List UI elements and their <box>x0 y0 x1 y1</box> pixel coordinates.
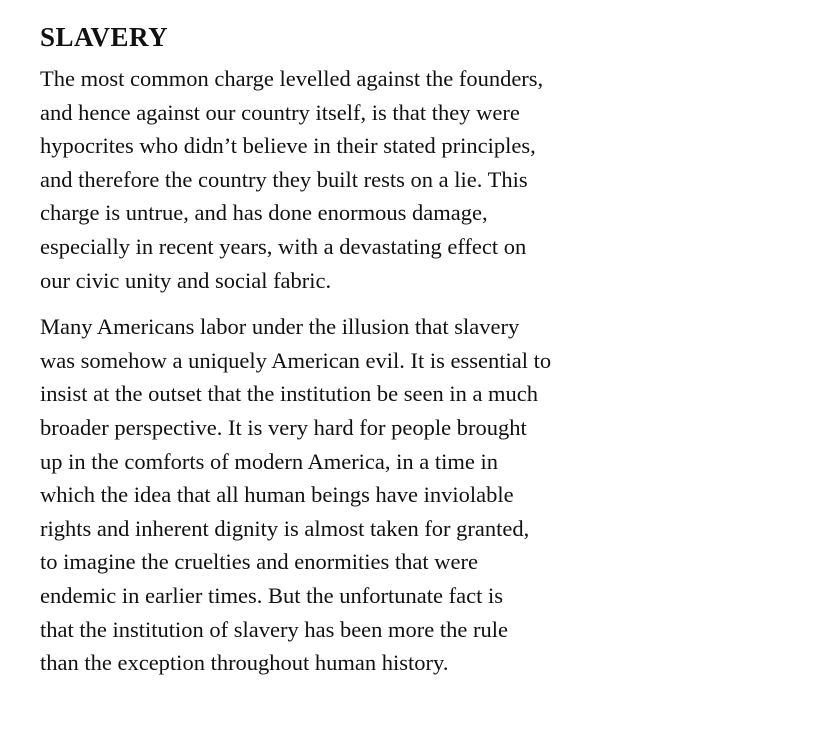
text-line: Many Americans labor under the illusion that slavery <box>40 314 520 340</box>
text-line: than the exception throughout human history. <box>40 650 449 676</box>
text-line: which the idea that all human beings have inviolable <box>40 482 514 508</box>
text-line: rights and inherent dignity is almost taken for granted, <box>40 515 530 541</box>
text-line: up in the comforts of modern America, in a time in <box>40 448 499 474</box>
paragraph-slavery-perspective <box>40 310 660 680</box>
section-heading: SLAVERY <box>40 22 169 52</box>
text-line: broader perspective. It is very hard for people brought <box>40 414 527 440</box>
text-line: to imagine the cruelties and enormities that were <box>40 549 478 575</box>
text-line: our civic unity and social fabric. <box>40 267 332 293</box>
text-line: and therefore the country they built rests on a lie. This <box>40 166 528 192</box>
text-line: especially in recent years, with a devastating effect on <box>40 233 527 259</box>
text-line: was somehow a uniquely American evil. It is essential to <box>40 347 552 373</box>
text-line: endemic in earlier times. But the unfortunate fact is <box>40 582 503 608</box>
text-line: hypocrites who didn’t believe in their stated principles, <box>40 133 536 159</box>
text-line: charge is untrue, and has done enormous damage, <box>40 200 488 226</box>
text-line: and hence against our country itself, is that they were <box>40 99 520 125</box>
document-page <box>40 20 660 680</box>
text-line: The most common charge levelled against the founders, <box>40 66 544 91</box>
paragraph-founders-charge <box>40 62 660 297</box>
text-line: that the institution of slavery has been more the rule <box>40 616 508 642</box>
text-line: insist at the outset that the institution be seen in a much <box>40 381 539 407</box>
